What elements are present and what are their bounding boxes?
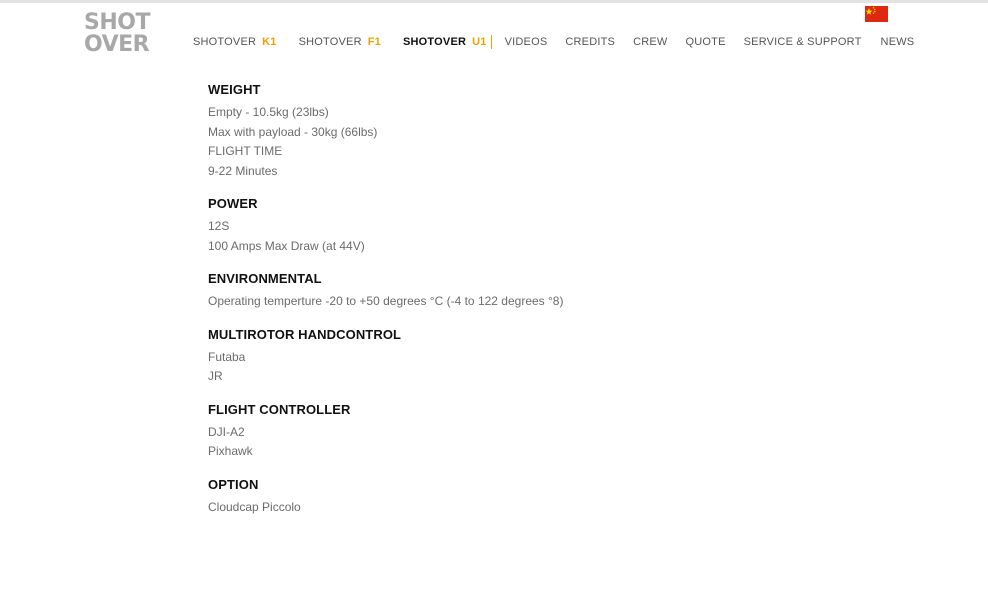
nav-item-shotover-u1[interactable]: [403, 35, 492, 49]
spec-line: Operating temperture -20 to +50 degrees °C (-4 to 122 degrees °8): [208, 294, 564, 308]
spec-section-multirotor-handcontrol: [208, 327, 808, 387]
spec-line: DJI-A2: [208, 424, 245, 439]
spec-line: 12S: [208, 219, 230, 233]
spec-line: Futaba: [208, 349, 246, 364]
nav-model: U1: [472, 35, 487, 48]
spec-section-power: [208, 196, 808, 256]
spec-line: 9-22 Minutes: [208, 163, 278, 178]
spec-section-flight-controller: [208, 402, 808, 462]
spec-line: Max with payload - 30kg (66lbs): [208, 124, 378, 139]
nav-item-quote[interactable]: QUOTE: [685, 36, 726, 48]
nav-model: F1: [367, 36, 381, 48]
spec-section-weight: [208, 82, 808, 181]
spec-heading: WEIGHT: [208, 82, 261, 97]
spec-heading: OPTION: [208, 476, 259, 492]
spec-section-environmental: [208, 271, 808, 312]
specs-content: [208, 82, 808, 532]
nav-label: SHOTOVER: [403, 35, 467, 48]
spec-heading: FLIGHT CONTROLLER: [208, 401, 351, 417]
spec-section-option: [208, 477, 808, 518]
top-border: [0, 0, 988, 3]
nav-item-videos[interactable]: VIDEOS: [504, 36, 548, 48]
nav-item-credits[interactable]: CREDITS: [565, 36, 616, 48]
nav-item-shotover-f1[interactable]: [299, 36, 381, 48]
spec-line: Empty - 10.5kg (23lbs): [208, 105, 329, 119]
spec-line: Pixhawk: [208, 444, 253, 458]
active-indicator: [491, 35, 492, 49]
spec-line: Cloudcap Piccolo: [208, 499, 301, 514]
nav-item-crew[interactable]: CREW: [633, 36, 668, 48]
china-flag-icon[interactable]: [865, 6, 888, 22]
nav-item-shotover-k1[interactable]: [193, 36, 277, 48]
spec-line: JR: [208, 369, 223, 383]
spec-line: 100 Amps Max Draw (at 44V): [208, 238, 365, 253]
spec-heading: MULTIROTOR HANDCONTROL: [208, 326, 402, 342]
shotover-logo[interactable]: [84, 12, 154, 58]
nav-label: SHOTOVER: [298, 36, 362, 48]
nav-item-service-support[interactable]: SERVICE & SUPPORT: [743, 36, 862, 48]
nav-model: K1: [262, 36, 277, 48]
spec-heading: POWER: [208, 196, 258, 211]
spec-heading: ENVIRONMENTAL: [208, 271, 322, 286]
main-nav: [193, 35, 914, 49]
nav-label: SHOTOVER: [193, 36, 257, 48]
logo-line-1: SHOT: [84, 10, 150, 35]
spec-line: FLIGHT TIME: [208, 144, 283, 158]
logo-line-2: OVER: [84, 32, 150, 57]
nav-item-news[interactable]: NEWS: [880, 36, 915, 48]
